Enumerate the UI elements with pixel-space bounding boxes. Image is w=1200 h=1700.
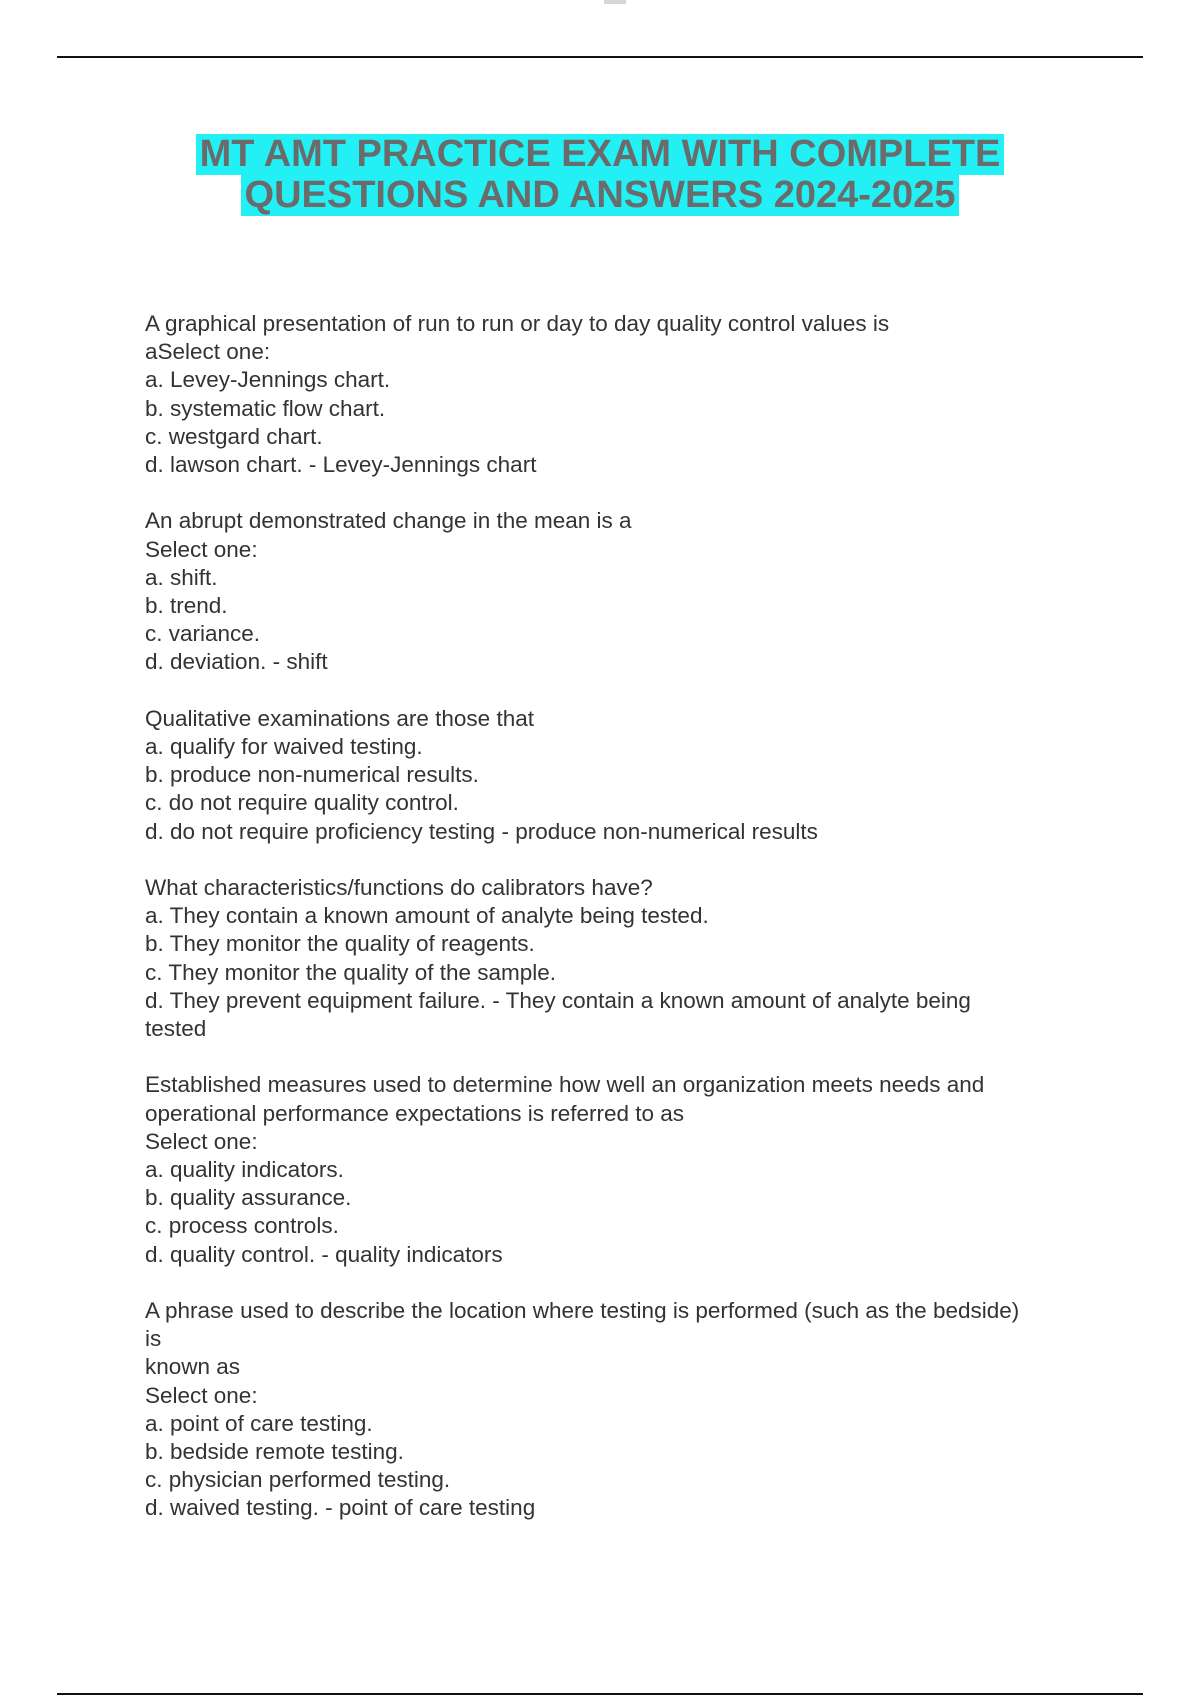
option-line: a. shift. — [145, 564, 218, 590]
option-line: b. produce non-numerical results. — [145, 762, 479, 788]
question-block — [145, 1297, 1105, 1523]
option-line: c. They monitor the quality of the sample. — [145, 959, 557, 985]
option-line: c. process controls. — [145, 1213, 339, 1239]
option-answer-line: d. quality control. - quality indicators — [145, 1241, 503, 1267]
question-line: Established measures used to determine how well an organization meets needs and — [145, 1072, 985, 1098]
option-line: b. They monitor the quality of reagents. — [145, 931, 535, 957]
question-block — [145, 507, 1105, 676]
question-block — [145, 874, 1105, 1043]
option-line: b. systematic flow chart. — [145, 395, 386, 421]
question-line: Select one: — [145, 536, 258, 562]
option-line: b. bedside remote testing. — [145, 1439, 404, 1465]
option-line: c. variance. — [145, 621, 261, 647]
question-line: operational performance expectations is referred to as — [145, 1100, 685, 1126]
document-title — [0, 134, 1200, 216]
questions-list — [145, 310, 1105, 1551]
option-line: a. Levey-Jennings chart. — [145, 367, 391, 393]
option-line: a. quality indicators. — [145, 1157, 344, 1183]
question-line: Select one: — [145, 1382, 258, 1408]
question-line: An abrupt demonstrated change in the mean is a — [145, 508, 632, 534]
question-line: A phrase used to describe the location where testing is performed (such as the bedside) — [145, 1298, 1020, 1324]
question-line: Select one: — [145, 1128, 258, 1154]
option-line: a. They contain a known amount of analyte being tested. — [145, 903, 709, 929]
question-block — [145, 1071, 1105, 1268]
header-rule — [57, 56, 1143, 58]
title-line-1: MT AMT PRACTICE EXAM WITH COMPLETE — [196, 134, 1005, 175]
question-line: known as — [145, 1354, 241, 1380]
option-answer-line: d. lawson chart. - Levey-Jennings chart — [145, 452, 537, 478]
footer-rule — [57, 1693, 1143, 1695]
question-line: What characteristics/functions do calibrators have? — [145, 875, 653, 901]
option-line: a. qualify for waived testing. — [145, 734, 423, 760]
option-line: b. quality assurance. — [145, 1185, 352, 1211]
page-top-mark — [604, 0, 626, 4]
option-answer-line: d. deviation. - shift — [145, 649, 328, 675]
option-line: c. westgard chart. — [145, 423, 323, 449]
question-line: Qualitative examinations are those that — [145, 705, 534, 731]
question-block — [145, 310, 1105, 479]
option-answer-line: d. do not require proficiency testing - produce non-numerical results — [145, 818, 818, 844]
option-answer-line: tested — [145, 1016, 207, 1042]
question-line: A graphical presentation of run to run or day to day quality control values is — [145, 311, 890, 336]
option-answer-line: d. They prevent equipment failure. - They contain a known amount of analyte being — [145, 987, 971, 1013]
option-line: b. trend. — [145, 593, 228, 619]
option-line: c. physician performed testing. — [145, 1467, 451, 1493]
title-line-2: QUESTIONS AND ANSWERS 2024-2025 — [241, 175, 960, 216]
question-line: aSelect one: — [145, 339, 271, 365]
option-line: c. do not require quality control. — [145, 790, 459, 816]
question-line: is — [145, 1326, 162, 1352]
option-line: a. point of care testing. — [145, 1410, 373, 1436]
option-answer-line: d. waived testing. - point of care testing — [145, 1495, 536, 1521]
question-block — [145, 705, 1105, 846]
